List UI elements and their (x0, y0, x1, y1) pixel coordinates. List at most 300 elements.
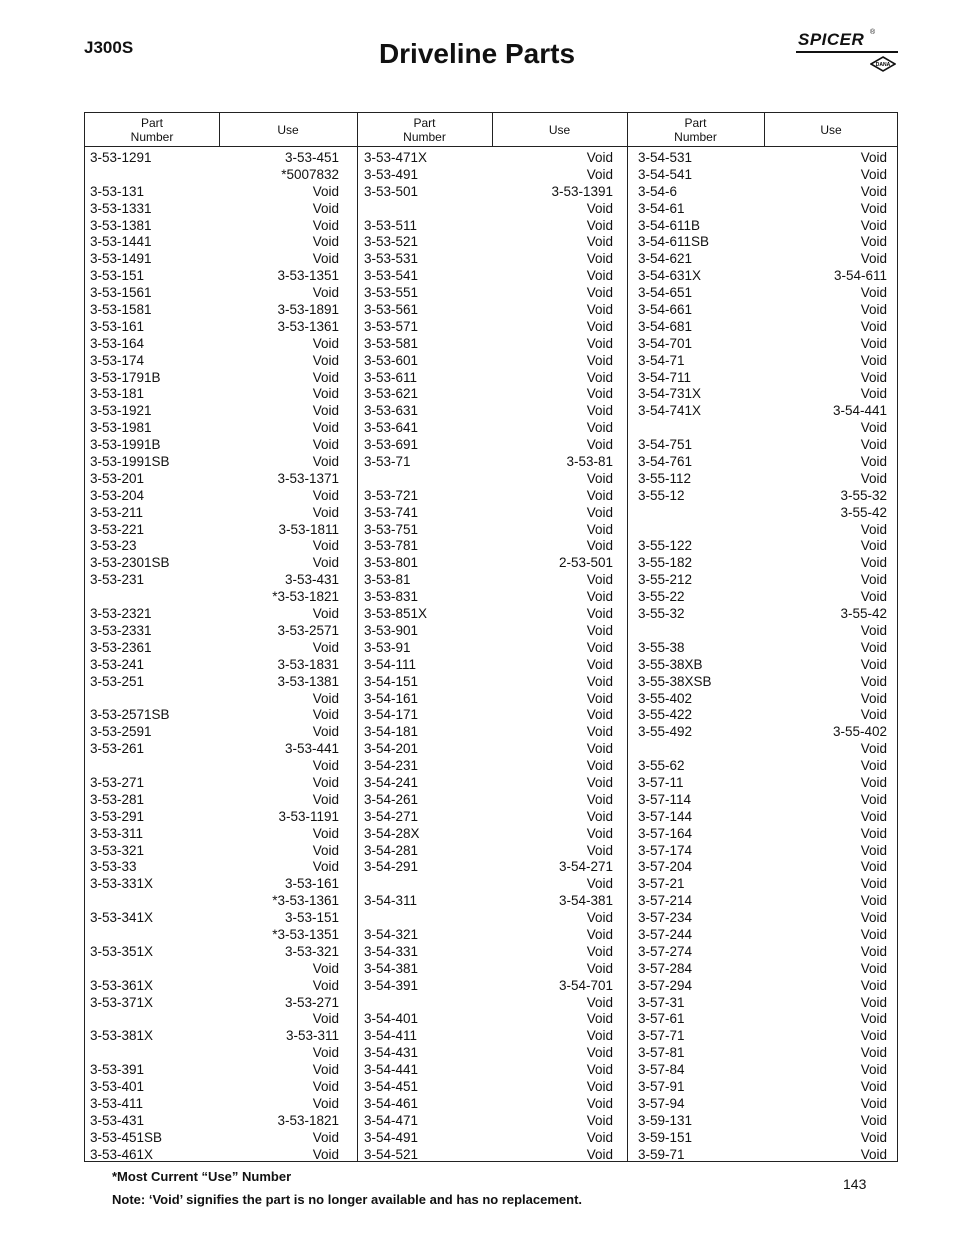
use-cell: Void (586, 825, 613, 841)
part-number-cell: 3-53-211 (90, 504, 144, 520)
table-row (638, 386, 887, 403)
part-number-cell: 3-54-731X (638, 386, 702, 402)
use-cell: Void (860, 335, 887, 351)
part-number-cell: 3-53-1581 (90, 302, 152, 318)
use-cell: Void (860, 150, 887, 165)
table-row (90, 724, 339, 741)
table-row (90, 302, 339, 319)
header-use-3: Use (764, 113, 898, 147)
part-number-cell: 3-53-2361 (90, 639, 152, 655)
part-number-cell: 3-54-431 (364, 1045, 419, 1061)
table-row (364, 859, 613, 876)
part-number-cell: 3-53-1981 (90, 420, 152, 436)
table-row (638, 589, 887, 606)
use-cell: Void (860, 842, 887, 858)
table-row (364, 978, 613, 995)
table-row (638, 1045, 887, 1062)
table-row (90, 184, 339, 201)
table-row (364, 522, 613, 539)
part-number-cell: 3-53-311 (90, 825, 144, 841)
part-number-cell: 3-53-381X (90, 1028, 154, 1044)
table-row (90, 961, 339, 978)
use-cell: Void (586, 910, 613, 926)
part-number-cell: 3-54-751 (638, 437, 693, 453)
part-number-cell: 3-53-801 (364, 555, 419, 571)
table-row (638, 1079, 887, 1096)
table-row (638, 572, 887, 589)
use-cell: Void (312, 1129, 339, 1145)
use-cell: Void (860, 707, 887, 723)
table-row (364, 167, 613, 184)
table-row (364, 910, 613, 927)
use-cell: Void (860, 622, 887, 638)
table-row (364, 572, 613, 589)
table-row (364, 944, 613, 961)
use-cell: 3-53-2571 (277, 622, 339, 638)
table-row (638, 1062, 887, 1079)
part-number-cell: 3-55-38 (638, 639, 685, 655)
table-row (364, 606, 613, 623)
use-cell: Void (586, 487, 613, 503)
part-number-cell: 3-59-131 (638, 1112, 693, 1128)
table-row (638, 691, 887, 708)
use-cell: Void (860, 808, 887, 824)
part-number-cell: 3-53-611 (364, 369, 418, 385)
part-number-cell: 3-53-71 (364, 454, 411, 470)
use-cell: Void (312, 420, 339, 436)
use-cell: 3-53-1821 (277, 1112, 339, 1128)
use-cell: Void (586, 285, 613, 301)
table-row (364, 218, 613, 235)
use-cell: Void (586, 369, 613, 385)
table-row (90, 1062, 339, 1079)
part-number-cell: 3-54-381 (364, 960, 419, 976)
part-number-cell: 3-54-181 (364, 724, 419, 740)
use-cell: Void (860, 1095, 887, 1111)
use-cell: 3-53-151 (284, 910, 339, 926)
use-cell: Void (312, 234, 339, 250)
part-number-cell: 3-53-2331 (90, 622, 152, 638)
use-cell: *5007832 (281, 166, 339, 182)
part-number-cell: 3-54-111 (364, 656, 417, 672)
part-number-cell: 3-54-281 (364, 842, 419, 858)
table-row (364, 234, 613, 251)
part-number-cell: 3-53-501 (364, 183, 419, 199)
table-row (364, 251, 613, 268)
use-cell: Void (586, 437, 613, 453)
table-row (638, 488, 887, 505)
use-cell: Void (312, 639, 339, 655)
parts-column-2 (364, 150, 613, 1163)
table-row (364, 876, 613, 893)
table-row (90, 319, 339, 336)
use-cell: Void (586, 521, 613, 537)
use-cell: Void (312, 352, 339, 368)
use-cell: Void (586, 420, 613, 436)
table-row (638, 319, 887, 336)
part-number-cell: 3-53-741 (364, 504, 419, 520)
part-number-cell: 3-54-741X (638, 403, 702, 419)
part-number-cell: 3-54-631X (638, 268, 702, 284)
table-row (364, 775, 613, 792)
use-cell: 3-53-1391 (551, 183, 613, 199)
table-row (90, 1130, 339, 1147)
column-divider (627, 113, 628, 1161)
use-cell: Void (312, 1146, 339, 1162)
table-row (638, 505, 887, 522)
table-row (638, 910, 887, 927)
part-number-cell: 3-55-122 (638, 538, 693, 554)
table-row (638, 1147, 887, 1164)
table-row (364, 184, 613, 201)
use-cell: 3-53-431 (284, 572, 339, 588)
use-cell: Void (312, 183, 339, 199)
table-row (364, 1045, 613, 1062)
use-cell: Void (586, 876, 613, 892)
use-cell: Void (586, 470, 613, 486)
part-number-cell: 3-54-6 (638, 183, 678, 199)
table-row (90, 386, 339, 403)
part-number-cell: 3-55-62 (638, 758, 685, 774)
use-cell: 3-55-402 (832, 724, 887, 740)
use-cell: Void (586, 1078, 613, 1094)
table-row (364, 589, 613, 606)
use-cell: Void (860, 791, 887, 807)
table-row (364, 809, 613, 826)
table-row (638, 792, 887, 809)
page-number: 143 (843, 1176, 867, 1192)
part-number-cell: 3-53-541 (364, 268, 419, 284)
table-row (364, 707, 613, 724)
use-cell: Void (312, 606, 339, 622)
use-cell: Void (312, 791, 339, 807)
header-part-number-1: Part Number (85, 113, 219, 147)
part-number-cell: 3-53-181 (90, 386, 145, 402)
use-cell: 3-55-42 (840, 504, 887, 520)
part-number-cell: 3-53-751 (364, 521, 419, 537)
use-cell: Void (586, 166, 613, 182)
table-row (90, 623, 339, 640)
use-cell: Void (312, 403, 339, 419)
table-row (364, 961, 613, 978)
table-row (638, 859, 887, 876)
table-row (364, 150, 613, 167)
use-cell: Void (860, 234, 887, 250)
use-cell: Void (586, 538, 613, 554)
use-cell: Void (312, 1095, 339, 1111)
table-row (90, 1113, 339, 1130)
use-cell: 3-54-441 (832, 403, 887, 419)
part-number-cell: 3-53-2591 (90, 724, 152, 740)
part-number-cell: 3-54-521 (364, 1146, 419, 1162)
use-cell: Void (312, 369, 339, 385)
part-number-cell: 3-53-271 (90, 774, 145, 790)
use-cell: Void (586, 606, 613, 622)
table-row (364, 995, 613, 1012)
part-number-cell: 3-55-12 (638, 487, 685, 503)
use-cell: Void (860, 200, 887, 216)
header-divider (764, 113, 765, 147)
use-cell: Void (586, 150, 613, 165)
use-cell: Void (586, 335, 613, 351)
table-row (638, 234, 887, 251)
table-row (90, 234, 339, 251)
use-cell: 3-53-451 (284, 150, 339, 165)
part-number-cell: 3-53-291 (90, 808, 145, 824)
table-row (90, 150, 339, 167)
table-row (364, 1147, 613, 1164)
header-part-number-2: Part Number (357, 113, 492, 147)
table-row (90, 285, 339, 302)
table-row (638, 201, 887, 218)
use-cell: Void (860, 572, 887, 588)
part-number-cell: 3-53-401 (90, 1078, 145, 1094)
part-number-cell: 3-53-451SB (90, 1129, 163, 1145)
table-row (638, 1113, 887, 1130)
part-number-cell: 3-59-71 (638, 1146, 685, 1162)
table-row (364, 1011, 613, 1028)
use-cell: 2-53-501 (558, 555, 613, 571)
part-number-cell: 3-57-204 (638, 859, 693, 875)
part-number-cell: 3-54-201 (364, 741, 419, 757)
table-row (90, 353, 339, 370)
use-cell: 3-53-271 (284, 994, 339, 1010)
part-number-cell: 3-53-1381 (90, 217, 152, 233)
table-row (364, 403, 613, 420)
part-number-cell: 3-55-22 (638, 589, 685, 605)
table-row (364, 1113, 613, 1130)
use-cell: Void (586, 808, 613, 824)
use-cell: 3-53-311 (285, 1028, 339, 1044)
use-cell: 3-54-271 (558, 859, 613, 875)
part-number-cell: 3-53-691 (364, 437, 419, 453)
page-title: Driveline Parts (378, 38, 576, 69)
use-cell: Void (312, 774, 339, 790)
part-number-cell: 3-53-531 (364, 251, 419, 267)
use-cell: Void (586, 791, 613, 807)
use-cell: Void (586, 673, 613, 689)
table-row (90, 336, 339, 353)
part-number-cell: 3-57-81 (638, 1045, 685, 1061)
use-cell: Void (860, 302, 887, 318)
table-row (90, 775, 339, 792)
part-number-cell: 3-53-91 (364, 639, 411, 655)
part-number-cell: 3-53-471X (364, 150, 428, 165)
table-row (90, 572, 339, 589)
use-cell: Void (586, 758, 613, 774)
use-cell: Void (860, 369, 887, 385)
use-cell: Void (860, 318, 887, 334)
part-number-cell: 3-54-701 (638, 335, 693, 351)
use-cell: Void (860, 589, 887, 605)
part-number-cell: 3-53-391 (90, 1062, 145, 1078)
use-cell: Void (312, 251, 339, 267)
part-number-cell: 3-53-1331 (90, 200, 152, 216)
header-divider (219, 113, 220, 147)
part-number-cell: 3-53-631 (364, 403, 419, 419)
part-number-cell: 3-54-151 (364, 673, 419, 689)
part-number-cell: 3-55-38XSB (638, 673, 712, 689)
use-cell: Void (860, 183, 887, 199)
use-cell: Void (586, 1011, 613, 1027)
use-cell: Void (860, 454, 887, 470)
table-row (364, 843, 613, 860)
table-row (90, 1011, 339, 1028)
table-row (90, 488, 339, 505)
use-cell: Void (860, 555, 887, 571)
table-row (90, 640, 339, 657)
use-cell: Void (312, 977, 339, 993)
use-cell: Void (860, 1078, 887, 1094)
table-row (638, 944, 887, 961)
use-cell: 3-53-1371 (277, 470, 339, 486)
table-row (90, 741, 339, 758)
use-cell: Void (586, 639, 613, 655)
table-row (638, 471, 887, 488)
table-row (364, 454, 613, 471)
part-number-cell: 3-53-2571SB (90, 707, 170, 723)
part-number-cell: 3-53-361X (90, 977, 154, 993)
part-number-cell: 3-55-212 (638, 572, 693, 588)
part-number-cell: 3-59-151 (638, 1129, 693, 1145)
table-row (90, 758, 339, 775)
use-cell: Void (312, 1011, 339, 1027)
part-number-cell: 3-57-174 (638, 842, 693, 858)
use-cell: Void (586, 572, 613, 588)
use-cell: Void (312, 1078, 339, 1094)
part-number-cell: 3-53-251 (90, 673, 145, 689)
table-row (364, 741, 613, 758)
table-row (638, 775, 887, 792)
part-number-cell: 3-54-321 (364, 926, 419, 942)
table-row (364, 285, 613, 302)
part-number-cell: 3-53-641 (364, 420, 419, 436)
part-number-cell: 3-53-174 (90, 352, 145, 368)
part-number-cell: 3-55-38XB (638, 656, 703, 672)
use-cell: Void (586, 1112, 613, 1128)
logo-brand-text: SPICER (798, 30, 865, 49)
table-row (638, 1130, 887, 1147)
use-cell: Void (860, 437, 887, 453)
use-cell: Void (860, 251, 887, 267)
table-row (638, 978, 887, 995)
use-cell: 3-53-81 (566, 454, 613, 470)
table-row (638, 893, 887, 910)
table-row (638, 1028, 887, 1045)
part-number-cell: 3-57-71 (638, 1028, 685, 1044)
part-number-cell: 3-54-541 (638, 166, 693, 182)
table-row (90, 167, 339, 184)
use-cell: Void (860, 741, 887, 757)
table-row (638, 420, 887, 437)
table-row (638, 370, 887, 387)
use-cell: Void (860, 1129, 887, 1145)
use-cell: Void (586, 926, 613, 942)
part-number-cell: 3-54-611B (638, 217, 701, 233)
use-cell: Void (860, 285, 887, 301)
table-row (90, 944, 339, 961)
use-cell: Void (586, 200, 613, 216)
part-number-cell: 3-54-28X (364, 825, 420, 841)
use-cell: Void (860, 926, 887, 942)
part-number-cell: 3-57-84 (638, 1062, 685, 1078)
logo-underline (796, 51, 898, 53)
table-row (638, 623, 887, 640)
part-number-cell: 3-54-171 (364, 707, 419, 723)
table-row (90, 876, 339, 893)
part-number-cell: 3-57-114 (638, 791, 692, 807)
table-row (90, 843, 339, 860)
part-number-cell: 3-54-461 (364, 1095, 419, 1111)
table-row (638, 1011, 887, 1028)
table-row (638, 251, 887, 268)
table-row (90, 606, 339, 623)
part-number-cell: 3-53-1921 (90, 403, 152, 419)
use-cell: Void (586, 302, 613, 318)
part-number-cell: 3-53-131 (90, 183, 145, 199)
use-cell: Void (860, 386, 887, 402)
part-number-cell: 3-53-901 (364, 622, 419, 638)
table-row (638, 538, 887, 555)
table-row (90, 437, 339, 454)
table-row (90, 505, 339, 522)
use-cell: Void (860, 1062, 887, 1078)
table-row (638, 403, 887, 420)
table-row (90, 1079, 339, 1096)
part-number-cell: 3-53-601 (364, 352, 419, 368)
use-cell: Void (586, 960, 613, 976)
use-cell: *3-53-1821 (272, 589, 339, 605)
table-row (364, 538, 613, 555)
use-cell: 3-53-1351 (277, 268, 339, 284)
table-row (638, 454, 887, 471)
use-cell: Void (586, 994, 613, 1010)
use-cell: Void (860, 977, 887, 993)
part-number-cell: 3-54-291 (364, 859, 419, 875)
table-row (90, 454, 339, 471)
use-cell: 3-53-1811 (278, 521, 339, 537)
part-number-cell: 3-54-401 (364, 1011, 419, 1027)
dana-mark-text: DANA (875, 62, 891, 68)
part-number-cell: 3-54-611SB (638, 234, 710, 250)
use-cell: Void (860, 910, 887, 926)
use-cell: Void (312, 724, 339, 740)
parts-column-3 (638, 150, 887, 1163)
table-row (638, 184, 887, 201)
use-cell: Void (860, 420, 887, 436)
table-row (364, 555, 613, 572)
part-number-cell: 3-54-311 (364, 893, 418, 909)
part-number-cell: 3-53-581 (364, 335, 419, 351)
use-cell: Void (860, 943, 887, 959)
part-number-cell: 3-53-151 (90, 268, 145, 284)
part-number-cell: 3-53-161 (90, 318, 145, 334)
table-row (638, 741, 887, 758)
use-cell: Void (586, 842, 613, 858)
use-cell: Void (860, 825, 887, 841)
table-row (90, 674, 339, 691)
use-cell: 3-53-1831 (277, 656, 339, 672)
table-row (638, 353, 887, 370)
part-number-cell: 3-53-551 (364, 285, 419, 301)
use-cell: Void (586, 1028, 613, 1044)
use-cell: Void (586, 707, 613, 723)
part-number-cell: 3-54-61 (638, 200, 685, 216)
part-number-cell: 3-53-461X (90, 1146, 154, 1162)
use-cell: Void (312, 825, 339, 841)
use-cell: Void (586, 1146, 613, 1162)
part-number-cell: 3-53-281 (90, 791, 145, 807)
